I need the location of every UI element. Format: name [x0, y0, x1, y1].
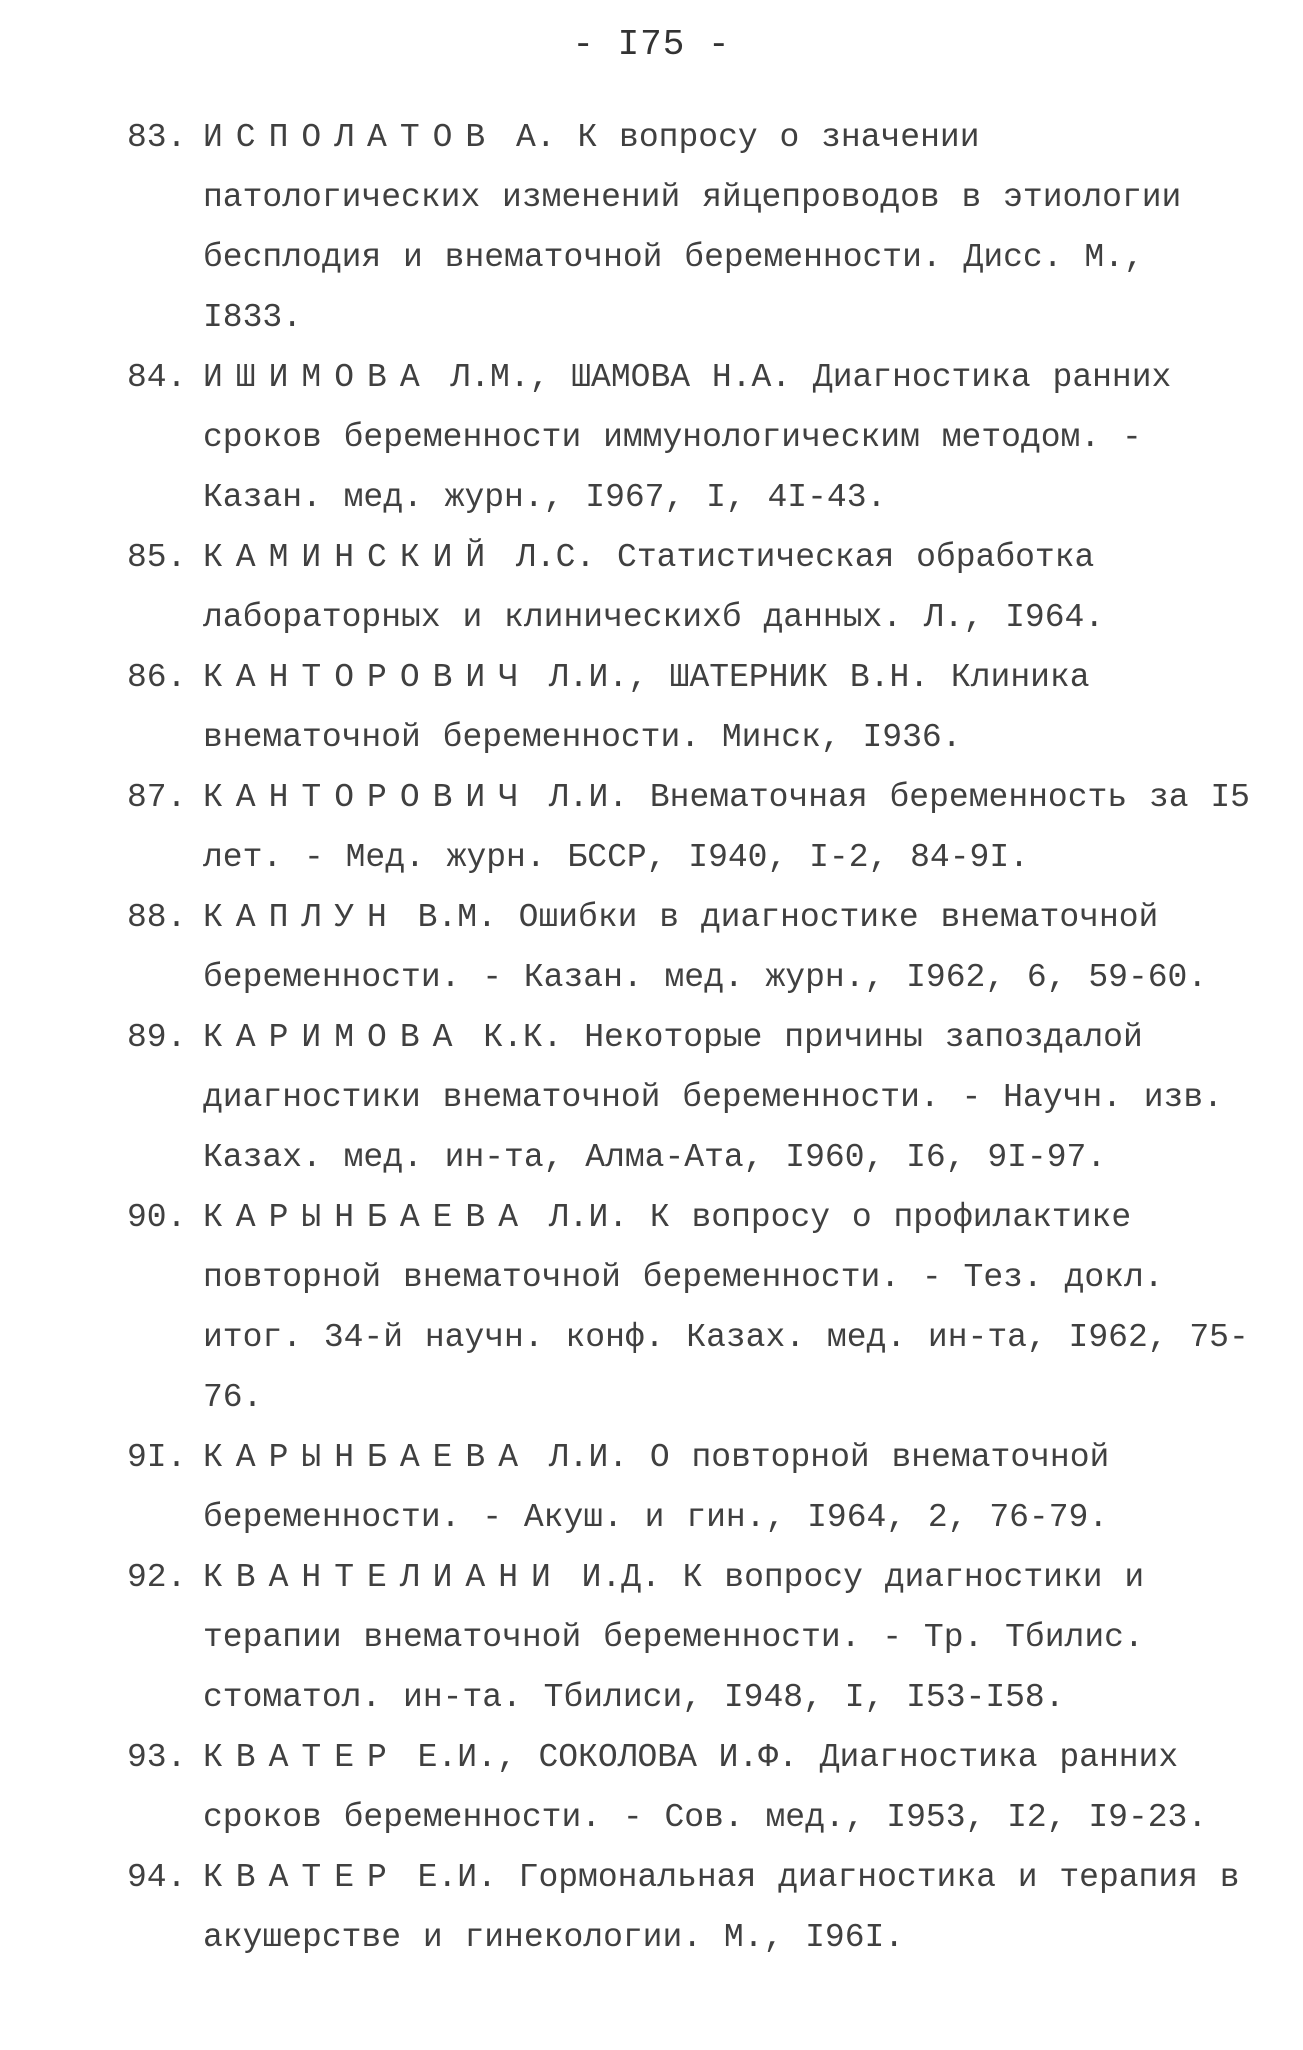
entry-text: Л.И., ШАТЕРНИК В.Н. Клиника внематочной беременности. Минск, I936.: [203, 659, 1090, 756]
bibliography-entry-93: [0, 1728, 1303, 1848]
entry-author: КАНТОРОВИЧ: [203, 659, 532, 696]
entry-number: 87.: [127, 779, 187, 816]
bibliography-entry-85: [0, 528, 1303, 648]
entry-author: КАМИНСКИЙ: [203, 539, 499, 576]
entry-text: Л.И. Внематочная беременность за I5 лет. - Мед. журн. БССР, I940, I-2, 84-9I.: [203, 779, 1250, 876]
bibliography-entry-89: [0, 1008, 1303, 1188]
entry-author: КАНТОРОВИЧ: [203, 779, 532, 816]
bibliography-entry-92: [0, 1548, 1303, 1728]
entry-number: 92.: [127, 1559, 187, 1596]
entry-author: КВАТЕР: [203, 1859, 400, 1896]
entry-author: ИСПОЛАТОВ: [203, 119, 499, 156]
entry-number: 93.: [127, 1739, 187, 1776]
page-number: - I75 -: [572, 24, 731, 65]
entry-number: 88.: [127, 899, 187, 936]
entry-author: ИШИМОВА: [203, 359, 433, 396]
entry-text: Л.И. О повторной внематочной беременности. - Акуш. и гин., I964, 2, 76-79.: [203, 1439, 1110, 1536]
entry-number: 85.: [127, 539, 187, 576]
entry-text: К.К. Некоторые причины запоздалой диагностики внематочной беременности. - Научн. изв. Казах. мед. ин-та, Алма-Ата, I960, I6, 9I-97.: [203, 1019, 1223, 1176]
entry-number: 83.: [127, 119, 187, 156]
entry-number: 9I.: [127, 1439, 187, 1476]
entry-author: КВАНТЕЛИАНИ: [203, 1559, 564, 1596]
entry-author: КВАТЕР: [203, 1739, 400, 1776]
bibliography-entry-87: [0, 768, 1303, 888]
bibliography-list: [0, 108, 1303, 1968]
entry-number: 94.: [127, 1859, 187, 1896]
entry-text: А. К вопросу о значении патологических изменений яйцепроводов в этиологии бесплодия и внематочной беременности. Дисс. М., I833.: [203, 119, 1182, 336]
entry-text: И.Д. К вопросу диагностики и терапии внематочной беременности. - Тр. Тбилис. стоматол. ин-та. Тбилиси, I948, I, I53-I58.: [203, 1559, 1145, 1716]
entry-text: В.М. Ошибки в диагностике внематочной беременности. - Казан. мед. журн., I962, 6, 59-60.: [203, 899, 1208, 996]
entry-text: Л.С. Статистическая обработка лабораторных и клиническихб данных. Л., I964.: [203, 539, 1105, 636]
entry-number: 90.: [127, 1199, 187, 1236]
bibliography-entry-83: [0, 108, 1303, 348]
entry-text: Е.И., СОКОЛОВА И.Ф. Диагностика ранних сроков беременности. - Сов. мед., I953, I2, I9-23.: [203, 1739, 1208, 1836]
entry-author: КАРЫНБАЕВА: [203, 1199, 532, 1236]
bibliography-entry-88: [0, 888, 1303, 1008]
entry-text: Л.М., ШАМОВА Н.А. Диагностика ранних сроков беременности иммунологическим методом. - Казан. мед. журн., I967, I, 4I-43.: [203, 359, 1172, 516]
entry-text: Е.И. Гормональная диагностика и терапия в акушерстве и гинекологии. М., I96I.: [203, 1859, 1240, 1956]
bibliography-entry-86: [0, 648, 1303, 768]
entry-author: КАРЫНБАЕВА: [203, 1439, 532, 1476]
bibliography-entry-94: [0, 1848, 1303, 1968]
bibliography-entry-91: [0, 1428, 1303, 1548]
entry-number: 86.: [127, 659, 187, 696]
entry-number: 84.: [127, 359, 187, 396]
entry-author: КАПЛУН: [203, 899, 400, 936]
bibliography-entry-90: [0, 1188, 1303, 1428]
entry-text: Л.И. К вопросу о профилактике повторной внематочной беременности. - Тез. докл. итог. 34-й научн. конф. Казах. мед. ин-та, I962, 75-76.: [203, 1199, 1249, 1416]
entry-number: 89.: [127, 1019, 187, 1056]
entry-author: КАРИМОВА: [203, 1019, 466, 1056]
bibliography-entry-84: [0, 348, 1303, 528]
